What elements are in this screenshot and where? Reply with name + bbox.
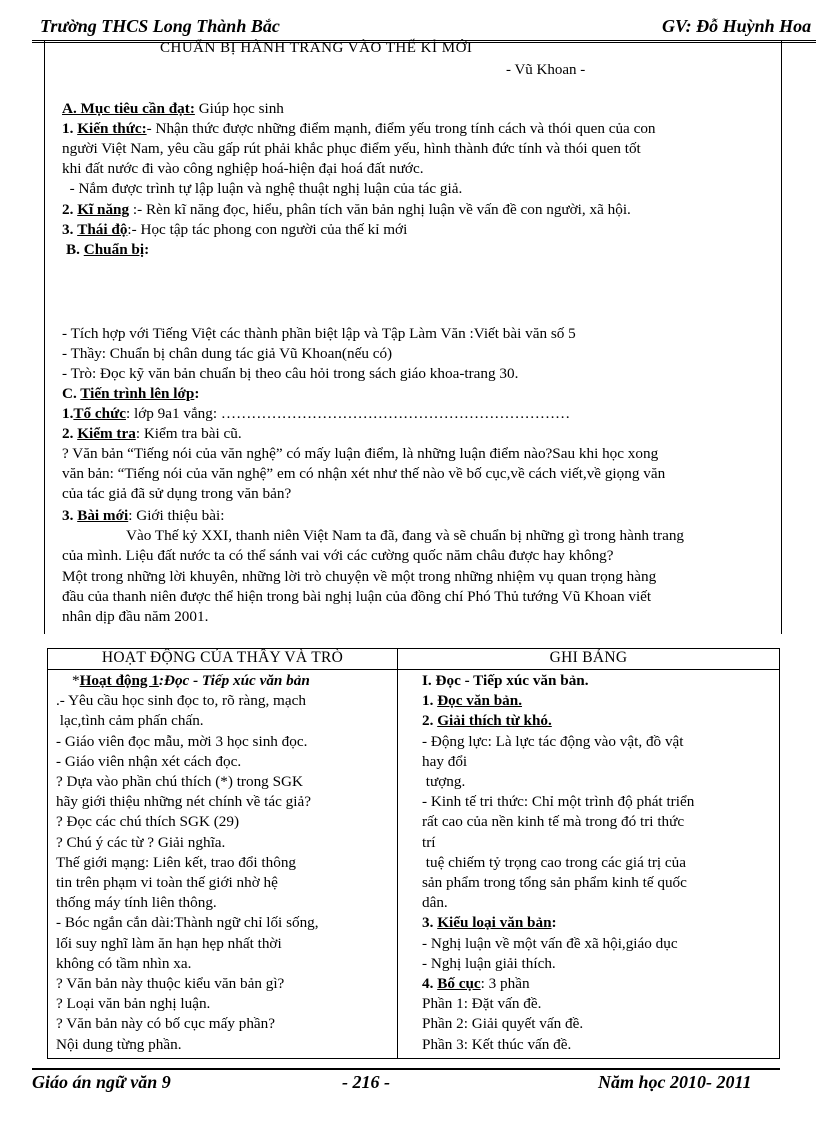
activity-line: không có tầm nhìn xa. [56, 954, 192, 972]
board-list [398, 670, 779, 1055]
thai-do-label: Thái độ [77, 221, 128, 238]
section-b-label: Chuẩn bị [83, 241, 145, 258]
ki-nang: 2. Kĩ năng :- Rèn kĩ năng đọc, hiểu, phân tích văn bản nghị luận về vấn đề con người, xã hội. [62, 201, 631, 218]
ki-nang-label: Kĩ năng [77, 201, 130, 218]
table-head-board: GHI BẢNG [398, 649, 780, 670]
kiem-tra-line-3: của tác giả đã sử dụng trong văn bản? [62, 485, 292, 502]
activity-line: ? Văn bản này thuộc kiểu văn bản gì? [56, 975, 285, 993]
page-header [32, 16, 816, 43]
bai-moi-line-4: đầu của thanh niên được thể hiện trong bài nghị luận của đồng chí Phó Thủ tướng Vũ Khoan viết [62, 588, 652, 605]
activity-line: thống máy tính liên thông. [56, 894, 217, 912]
prep-line-2: - Thầy: Chuẩn bị chân dung tác giả Vũ Khoan(nếu có) [62, 345, 393, 362]
activities-list [48, 691, 397, 1055]
school-year: Năm học 2010- 2011 [598, 1072, 752, 1092]
board-line: Phần 3: Kết thúc vấn đề. [422, 1035, 572, 1053]
activity-line: Thế giới mạng: Liên kết, trao đổi thông [56, 853, 297, 871]
board-line: - Nghị luận giải thích. [422, 954, 556, 972]
kiem-tra-label: Kiểm tra [77, 425, 136, 442]
bai-moi-label: Bài mới [77, 507, 129, 524]
kien-thuc-line-3: khi đất nước đi vào công nghiệp hoá-hiện đại hoá đất nước. [62, 160, 424, 177]
activity-line: ? Loại văn bản nghị luận. [56, 995, 211, 1013]
kien-thuc-line-2: người Việt Nam, yêu cầu gấp rút phải khắc phục điểm yếu, hình thành đức tính và thói quen tốt [62, 140, 641, 157]
page-number: - 216 - [342, 1072, 390, 1092]
section-c: C. Tiến trình lên lớp: [62, 385, 200, 402]
board-line: I. Đọc - Tiếp xúc văn bản. [422, 672, 589, 689]
lesson-title: CHUẨN BỊ HÀNH TRANG VÀO THẾ KỈ MỚI [160, 40, 473, 56]
bai-moi: 3. Bài mới: Giới thiệu bài: [62, 507, 225, 524]
section-a: A. Mục tiêu cần đạt: Giúp học sinh [62, 100, 284, 117]
activity-line: ? Đọc các chú thích SGK (29) [56, 813, 240, 831]
kiem-tra-line-2: văn bản: “Tiếng nói của văn nghệ” em có nhận xét như thế nào về bố cục,về cách viết,về giọng văn [62, 465, 666, 482]
board-line: - Động lực: Là lực tác động vào vật, đồ vật [422, 732, 684, 750]
prep-line-1: - Tích hợp với Tiếng Việt các thành phần biệt lập và Tập Làm Văn :Viết bài văn số 5 [62, 325, 576, 342]
activity-line: ? Văn bản này có bố cục mấy phần? [56, 1015, 276, 1033]
board-line: - Nghị luận về một vấn đề xã hội,giáo dục [422, 934, 678, 952]
board-line: 4. Bố cục: 3 phần [422, 975, 530, 993]
activity-line: .- Yêu cầu học sinh đọc to, rõ ràng, mạch [56, 692, 306, 710]
board-line: tượng. [422, 773, 466, 791]
to-chuc-label: Tổ chức [73, 405, 126, 422]
thai-do: 3. Thái độ:- Học tập tác phong con người của thế kỉ mới [62, 221, 408, 238]
prep-line-3: - Trò: Đọc kỹ văn bản chuẩn bị theo câu hỏi trong sách giáo khoa-trang 30. [62, 365, 519, 382]
activity-line: - Giáo viên đọc mẫu, mời 3 học sinh đọc. [56, 732, 308, 750]
footer-subject: Giáo án ngữ văn 9 [32, 1072, 171, 1092]
section-b: B. Chuẩn bị: [66, 241, 150, 258]
activity-line: tin trên phạm vi toàn thế giới nhờ hệ [56, 874, 278, 892]
board-line: rất cao của nền kinh tế mà trong đó tri thức [422, 813, 685, 831]
kiem-tra-line-1: ? Văn bản “Tiếng nói của văn nghệ” có mấy luận điểm, là những luận điểm nào?Sau khi học xong [62, 445, 659, 462]
activity-1-heading: *Hoạt động 1:Đọc - Tiếp xúc văn bản [72, 672, 310, 689]
kiem-tra: 2. Kiểm tra: Kiểm tra bài cũ. [62, 425, 242, 442]
board-line: 1. Đọc văn bản. [422, 692, 523, 710]
board-line: hay đổi [422, 752, 468, 770]
lesson-author: - Vũ Khoan - [506, 62, 586, 78]
section-a-label: A. Mục tiêu cần đạt: [62, 100, 195, 117]
board-line: 3. Kiểu loại văn bản: [422, 914, 557, 932]
to-chuc: 1.Tổ chức: lớp 9a1 vắng: …………………………………………………………… [62, 405, 571, 422]
activity-line: hãy giới thiệu những nét chính về tác giả? [56, 793, 311, 811]
activity-line: lạc,tình cảm phấn chấn. [56, 712, 204, 730]
activity-line: - Bóc ngắn cắn dài:Thành ngữ chỉ lối sống, [56, 914, 319, 932]
activity-line: ? Dựa vào phần chú thích (*) trong SGK [56, 773, 303, 791]
kien-thuc-line-4: - Nắm được trình tự lập luận và nghệ thuật nghị luận của tác giả. [62, 180, 463, 197]
teacher-name: GV: Đỗ Huỳnh Hoa [662, 16, 812, 36]
section-c-label: Tiến trình lên lớp [80, 385, 195, 402]
activities-column [48, 670, 398, 1059]
bai-moi-line-5: nhân dịp đầu năm 2001. [62, 608, 209, 625]
activity-line: Nội dung từng phần. [56, 1035, 182, 1053]
board-line: - Kinh tế tri thức: Chỉ một trình độ phát triển [422, 793, 695, 811]
bai-moi-line-3: Một trong những lời khuyên, những lời trò chuyện về một trong những nhiệm vụ quan trọng hàng [62, 568, 657, 585]
bai-moi-line-2: của mình. Liệu đất nước ta có thể sánh vai với các cường quốc năm châu được hay không? [62, 547, 614, 564]
board-column [398, 670, 780, 1059]
kien-thuc-label: Kiến thức: [77, 120, 147, 137]
board-line: trí [422, 833, 436, 851]
board-line: Phần 2: Giải quyết vấn đề. [422, 1015, 584, 1033]
bai-moi-line-1: Vào Thế kỷ XXI, thanh niên Việt Nam ta đã, đang và sẽ chuẩn bị những gì trong hành trang [126, 527, 685, 544]
activity-line: ? Chú ý các từ ? Giải nghĩa. [56, 833, 226, 851]
board-line: sản phẩm trong tổng sản phẩm kinh tế quốc [422, 874, 687, 892]
activity-table [47, 648, 780, 1059]
activity-line: - Giáo viên nhận xét cách đọc. [56, 752, 242, 770]
board-line: Phần 1: Đặt vấn đề. [422, 995, 542, 1013]
school-name: Trường THCS Long Thành Bắc [40, 16, 280, 36]
activity-line: lối suy nghĩ làm ăn hạn hẹp nhất thời [56, 934, 282, 952]
board-line: 2. Giải thích từ khó. [422, 712, 552, 730]
table-head-activities: HOẠT ĐỘNG CỦA THẦY VÀ TRÒ [48, 649, 398, 670]
page-footer [32, 1068, 780, 1096]
board-line: dân. [422, 894, 448, 912]
kien-thuc-line-1: 1. Kiến thức:- Nhận thức được những điểm mạnh, điểm yếu trong tính cách và thói quen của con [62, 120, 656, 137]
board-line: tuệ chiếm tỷ trọng cao trong các giá trị của [422, 853, 686, 871]
